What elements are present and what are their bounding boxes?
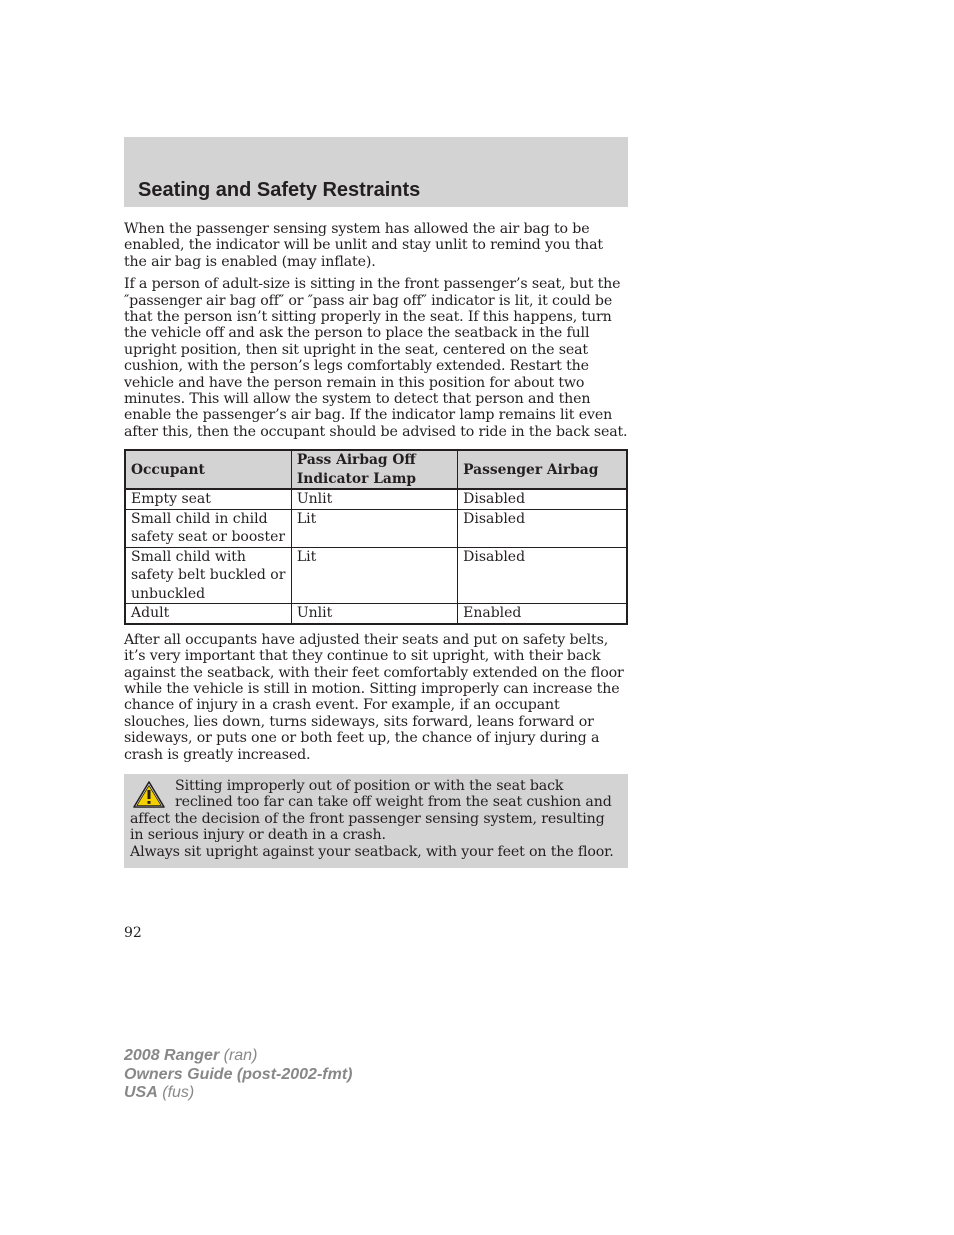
main-content [124, 221, 628, 868]
footer-model: 2008 Ranger [124, 1047, 220, 1064]
warning-triangle-icon [132, 780, 166, 810]
footer-market-code: (fus) [162, 1084, 195, 1101]
footer [124, 1047, 352, 1103]
footer-market: USA [124, 1084, 158, 1101]
table-cell: Enabled [458, 604, 627, 624]
section-title: Seating and Safety Restraints [138, 179, 421, 201]
warning-text-upright: Always sit upright against your seatback, with your feet on the floor. [130, 843, 614, 860]
table-row [125, 604, 627, 624]
table-header-indicator-lamp: Pass Airbag Off Indicator Lamp [291, 450, 457, 489]
page-number: 92 [124, 925, 142, 941]
table-row [125, 509, 627, 547]
table-header-occupant: Occupant [125, 450, 291, 489]
table-row [125, 547, 627, 604]
table-header-passenger-airbag: Passenger Airbag [458, 450, 627, 489]
table-cell: Unlit [291, 489, 457, 509]
paragraph-air-bag-enabled: When the passenger sensing system has allowed the air bag to be enabled, the indicator will be unlit and stay unlit to remind you that the air bag is enabled (may inflate). [124, 221, 603, 270]
paragraph-sit-upright: After all occupants have adjusted their seats and put on safety belts, it’s very important that they continue to sit upright, with their back against the seatback, with their feet comfortably extended on the floor while the vehicle is still in motion. Sitting improperly can increase the chance of injury in a crash event. For example, if an occupant slouches, lies down, turns sideways, sits forward, leans forward or sideways, or puts one or both feet up, the chance of injury during a crash is greatly increased. [124, 631, 624, 763]
table-cell: Adult [125, 604, 291, 624]
table-cell: Small child with safety belt buckled or unbuckled [125, 547, 291, 604]
table-cell: Unlit [291, 604, 457, 624]
table-cell: Lit [291, 547, 457, 604]
footer-guide: Owners Guide (post-2002-fmt) [124, 1065, 353, 1083]
table-cell: Disabled [458, 489, 627, 509]
section-header-band [124, 137, 628, 207]
table-header-row [125, 450, 627, 489]
table-row [125, 489, 627, 509]
table-cell: Small child in child safety seat or booster [125, 509, 291, 547]
table-cell: Lit [291, 509, 457, 547]
table-cell: Empty seat [125, 489, 291, 509]
footer-model-code: (ran) [223, 1047, 258, 1064]
table-cell: Disabled [458, 509, 627, 547]
table-cell: Disabled [458, 547, 627, 604]
warning-box [124, 774, 628, 868]
paragraph-adult-seating: If a person of adult-size is sitting in the front passenger’s seat, but the ″passenger air bag off″ or ″pass air bag off″ indicator is lit, it could be that the person isn’t sitting properly in the seat. If this happens, turn the vehicle off and ask the person to place the seatback in the full upright position, then sit upright in the seat, centered on the seat cushion, with the person’s legs comfortably extended. Restart the vehicle and have the person remain in this position for about two minutes. This will allow the system to detect that person and then enable the passenger’s air bag. If the indicator lamp remains lit even after this, then the occupant should be advised to ride in the back seat. [124, 276, 628, 440]
occupant-airbag-table [124, 449, 628, 625]
warning-text: Sitting improperly out of position or with the seat back reclined too far can take off weight from the seat cushion and affect the decision of the front passenger sensing system, resulting in serious injury or death in a crash. [130, 778, 612, 844]
